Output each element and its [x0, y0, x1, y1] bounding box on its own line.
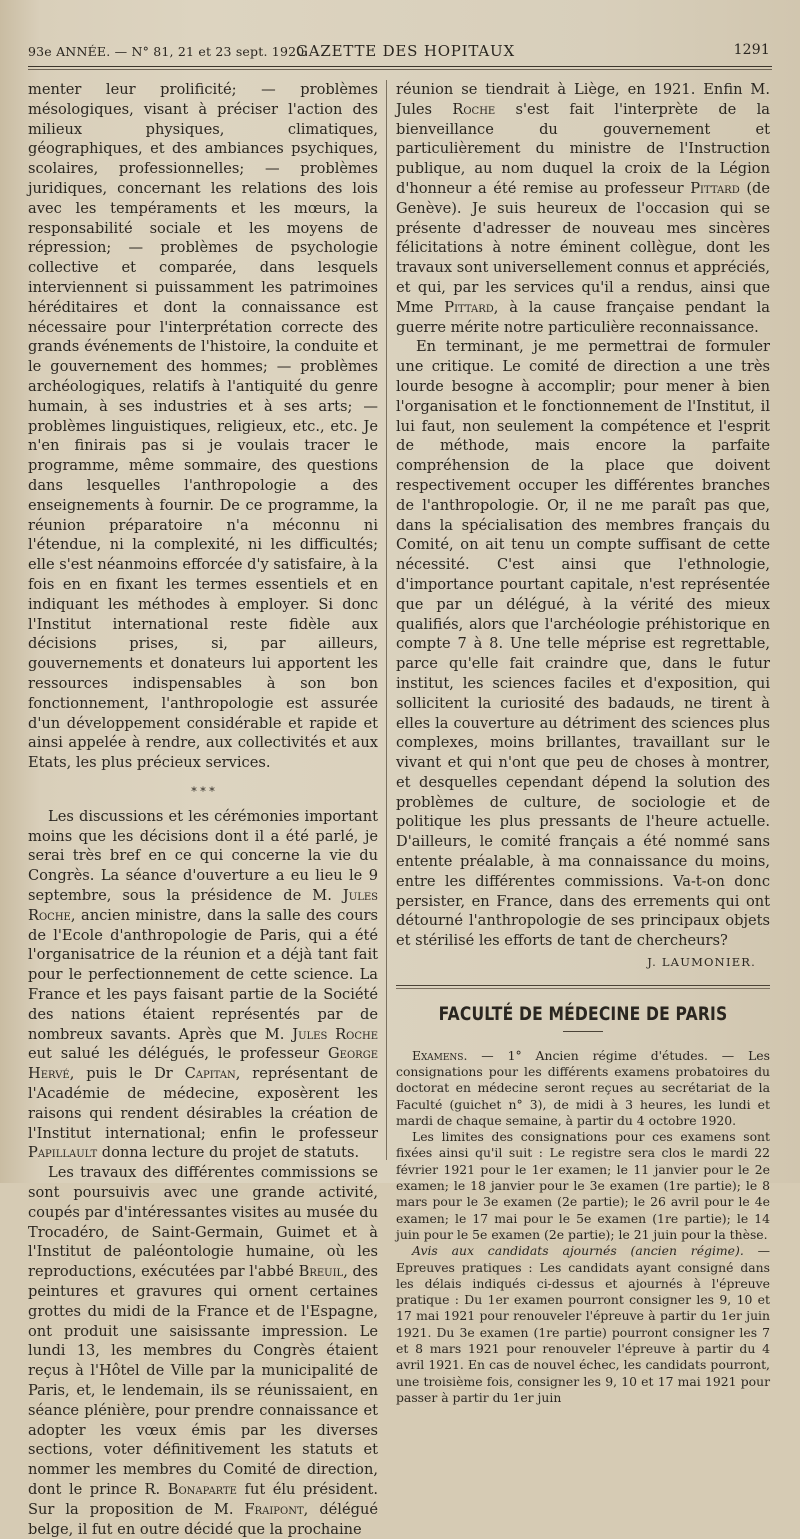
- exam-label: Examens.: [412, 1047, 468, 1063]
- header-rule-secondary: [28, 69, 772, 70]
- page-number: 1291: [733, 42, 770, 58]
- paragraph: réunion se tiendrait à Liège, en 1921. Enfin M. Jules Roche s'est fait l'interprète de la bienveillance du gouvernement et particulièrement du ministre de l'Instruction publique, au nom duquel la croix de la Légion d'honneur a été remise au professeur Pittard (de Genève). Je suis heureux de l'occasion qui se présente d'adresser de nouveau mes sincères félicitations à notre éminent collègue, dont les travaux sont universellement connus et appréciés, et qui, par les services qu'il a rendus, ainsi que Mme Pittard, à la cause française pendant la guerre mérite notre particulière reconnaissance.: [396, 81, 771, 336]
- notice-label: Avis aux candidats ajournés (ancien régime).: [412, 1243, 744, 1259]
- paragraph: Examens. — 1° Ancien régime d'études. — Les consignations pour les différents examens probatoires du doctorat en médecine seront reçues au secrétariat de la Faculté (guichet n° 3), de midi à 3 heures, les lundi et mardi de chaque semaine, à partir du 4 octobre 1920.: [396, 1047, 770, 1128]
- paragraph: Avis aux candidats ajournés (ancien régime). — Epreuves pratiques : Les candidats ayant consigné dans les délais indiqués ci-dessus et ajournés à l'épreuve pratique : Du 1er examen pourront consigner les 9, 10 et 17 mai 1921 pour renouveler l'épreuve à partir du 1er juin 1921. Du 3e examen (1re partie) pourront consigner les 7 et 8 mars 1921 pour renouveler l'épreuve à partir du 4 avril 1921. En cas de nouvel échec, les candidats pourront, une troisième fois, consigner les 9, 10 et 17 mai 1921 pour passer à partir du 1er juin: [396, 1243, 770, 1405]
- paragraph: Les travaux des différentes commissions se sont poursuivis avec une grande activité, coupés par d'intéressantes visites au musée du Trocadéro, de Saint-Germain, Guimet et à l'Institut de paléontologie humaine, où les reproductions, exécutées par l'abbé Breuil, des peintures et gravures qui ornent certaines grottes du midi de la France et de l'Espagne, ont produit une saisissante impression. Le lundi 13, les membres du Congrès étaient reçus à l'Hôtel de Ville par la municipalité de Paris, et, le lendemain, ils se réunissaient, en séance plénière, pour prendre connaissance et adopter les vœux émis par les diverses sections, voter définitivement les statuts et nommer les membres du Comité de direction, dont le prince R. Bonaparte fut élu président. Sur la proposition de M. Fraipont, délégué belge, il fut en outre décidé que la prochaine: [28, 1164, 379, 1538]
- person-name: Papillault: [28, 1144, 98, 1162]
- person-name: Roche: [452, 100, 496, 118]
- section-rule-secondary: [396, 988, 770, 989]
- person-name: Jules Roche: [28, 887, 378, 924]
- column-divider: [386, 80, 387, 1160]
- paragraph: En terminant, je me permettrai de formuler une critique. Le comité de direction a une très lourde besogne à accomplir; pour mener à bien l'organisation et le fonctionnement de l'Institut, il lui faut, non seulement la compétence et l'esprit de méthode, mais encore la parfaite compréhension de la place que doivent respectivement occuper les différentes branches de l'anthropologie. Or, il ne me paraît pas que, dans la spécialisation des membres français du Comité, on ait tenu un compte suffisant de cette nécessité. C'est ainsi que l'ethnologie, d'importance pourtant capitale, n'est représentée que par un délégué, à la vérité des mieux qualifiés, alors que l'archéologie préhistorique en compte 7 à 8. Une telle méprise est regrettable, parce qu'elle fait craindre que, dans le futur institut, les sciences faciles et d'exposition, qui sollicitent la curiosité des badauds, ne tirent à elles la couverture au détriment des sciences plus complexes, moins brillantes, travaillant sur le vivant et qui n'ont que peu de choses à montrer, et desquelles cependant dépend la solution des problèmes de culture, de sociologie et de politique les plus pressants de l'heure actuelle. D'ailleurs, le comité français a été nommé sans entente préalable, à ma connaissance du moins, entre les différentes commissions. Va-t-on donc persister, en France, dans des errements qui ont détourné l'anthropologie de ses principaux objets et stérilisé les efforts de tant de chercheurs?: [396, 338, 770, 950]
- author-signature: J. LAUMONIER.: [647, 955, 756, 970]
- paragraph: Les limites des consignations pour ces examens sont fixées ainsi qu'il suit : Le registre sera clos le mardi 22 février 1921 pour le 1er examen; le 11 janvier pour le 2e examen; le 18 janvier pour le 3e examen (1re partie); le 8 mars pour le 3e examen (2e partie); le 26 avril pour le 4e examen; le 17 mai pour le 5e examen (1re partie); le 14 juin pour le 5e examen (2e partie); le 21 juin pour la thèse.: [396, 1129, 770, 1242]
- section-title: FACULTÉ DE MÉDECINE DE PARIS: [438, 1002, 728, 1025]
- journal-title: GAZETTE DES HOPITAUX: [296, 42, 515, 60]
- page-header: [28, 38, 770, 60]
- section-separator: * * *: [191, 784, 215, 798]
- section-rule: [396, 985, 770, 986]
- person-name: Fraipont: [244, 1500, 304, 1518]
- person-name: George Hervé: [28, 1045, 378, 1083]
- person-name: Pittard: [444, 298, 494, 316]
- left-column: [28, 80, 378, 1539]
- person-name: Jules Roche: [292, 1025, 378, 1043]
- person-name: Pittard: [690, 179, 740, 197]
- right-column: [396, 80, 770, 1406]
- person-name: Capitan: [184, 1065, 236, 1083]
- issue-line: 93e ANNÉE. — N° 81, 21 et 23 sept. 1920.: [28, 44, 309, 59]
- person-name: Breuil: [298, 1263, 344, 1281]
- person-name: Bonaparte: [167, 1480, 237, 1498]
- paragraph: Les discussions et les cérémonies important moins que les décisions dont il a été parlé, je serai très bref en ce qui concerne la vie du Congrès. La séance d'ouverture a eu lieu le 9 septembre, sous la présidence de M. Jules Roche, ancien ministre, dans la salle des cours de l'Ecole d'anthropologie de Paris, qui a été l'organisatrice de la réunion et a déjà tant fait pour le perfectionnement de cette science. La France et les pays faisant partie de la Société des nations étaient représentés par de nombreux savants. Après que M. Jules Roche eut salué les délégués, le professeur George Hervé, puis le Dr Capitan, représentant de l'Académie de médecine, exposèrent les raisons qui rendent désirables la création de l'Institut international; enfin le professeur Papillault donna lecture du projet de statuts.: [28, 807, 378, 1162]
- header-rule: [28, 66, 772, 67]
- title-underline: [563, 1031, 603, 1032]
- paragraph: menter leur prolificité; — problèmes mésologiques, visant à préciser l'action des milieux physiques, climatiques, géographiques, et des ambiances psychiques, scolaires, professionnelles; — problèmes juridiques, concernant les relations des lois avec les tempéraments et les mœurs, la responsabilité sociale et les moyens de répression; — problèmes de psychologie collective et comparée, dans lesquels interviennent si puissamment les patrimoines héréditaires et dont la connaissance est nécessaire pour l'interprétation correcte des grands événements de l'histoire, la conduite et le gouvernement des hommes; — problèmes archéologiques, relatifs à l'antiquité du genre humain, à ses industries et à ses arts; — problèmes linguistiques, religieux, etc., etc. Je n'en finirais pas si je voulais tracer le programme, même sommaire, des questions dans lesquelles l'anthropologie a des enseignements à fournir. De ce programme, la réunion préparatoire n'a méconnu ni l'étendue, ni la complexité, ni les difficultés; elle s'est néanmoins efforcée d'y satisfaire, à la fois en en fixant les termes essentiels et en indiquant les méthodes à employer. Si donc l'Institut international reste fidèle aux décisions prises, si, par ailleurs, gouvernements et donateurs lui apportent les ressources indispensables à son bon fonctionnement, l'anthropologie est assurée d'un développement considérable et rapide et ainsi appelée à rendre, aux collectivités et aux Etats, les plus précieux services.: [28, 81, 379, 772]
- exam-notice: [396, 1048, 770, 1407]
